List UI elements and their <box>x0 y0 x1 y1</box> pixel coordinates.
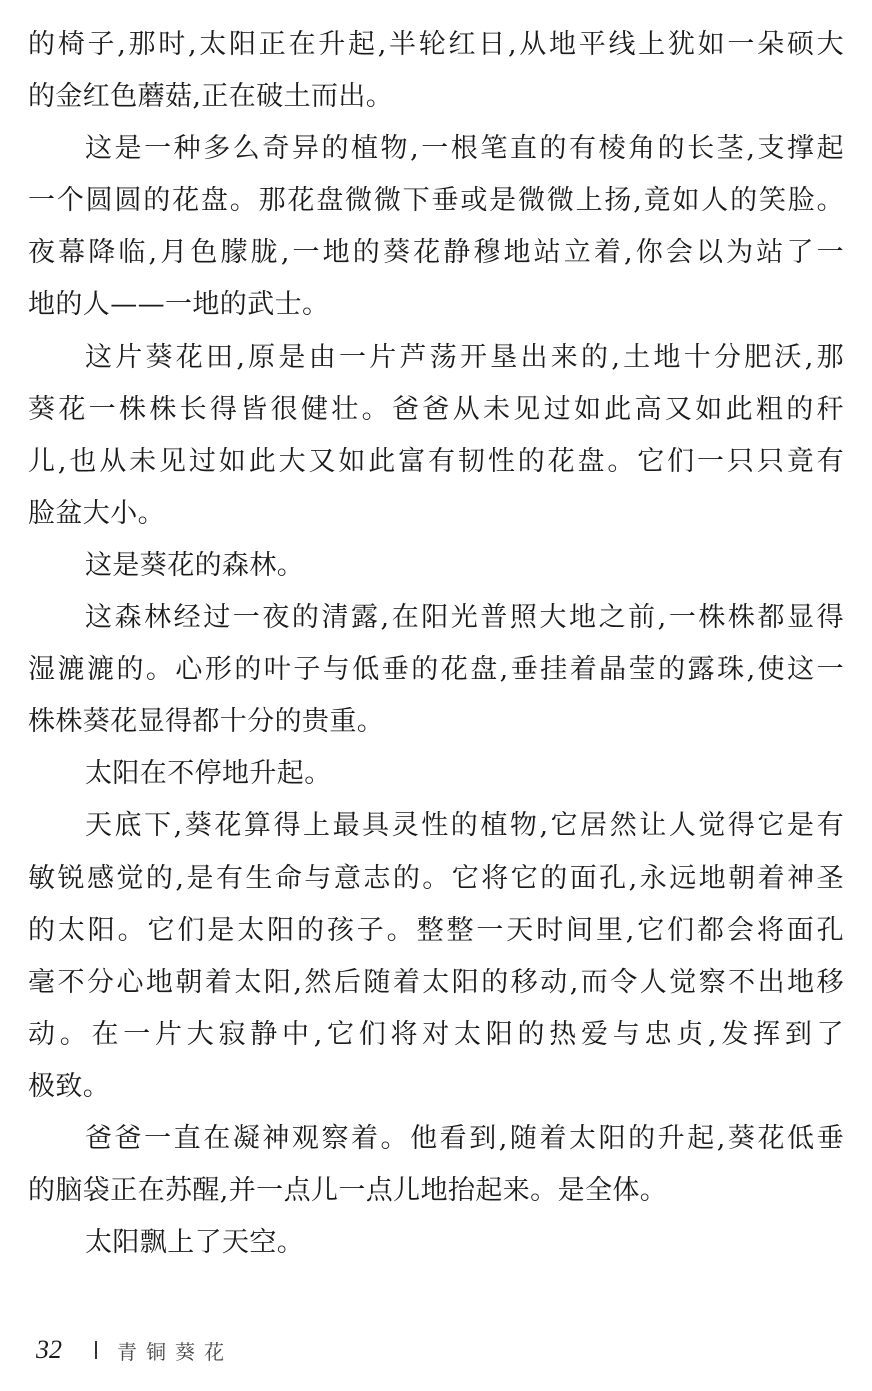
text-line: 极致。 <box>28 1070 111 1102</box>
text-line: 这片葵花田,原是由一片芦荡开垦出来的,土地十分肥沃,那 <box>85 341 844 373</box>
text-line: 的脑袋正在苏醒,并一点儿一点儿地抬起来。是全体。 <box>28 1175 668 1207</box>
text-line: 敏锐感觉的,是有生命与意志的。它将它的面孔,永远地朝着神圣 <box>28 862 844 894</box>
running-title: 青铜葵花 <box>117 1339 233 1364</box>
text-line: 太阳在不停地升起。 <box>85 758 332 790</box>
page-footer <box>36 1330 233 1370</box>
text-line: 毫不分心地朝着太阳,然后随着太阳的移动,而令人觉察不出地移 <box>28 966 844 998</box>
text-line: 湿漉漉的。心形的叶子与低垂的花盘,垂挂着晶莹的露珠,使这一 <box>28 654 844 686</box>
text-line: 一个圆圆的花盘。那花盘微微下垂或是微微上扬,竟如人的笑脸。 <box>28 185 844 217</box>
text-line: 脸盆大小。 <box>28 497 165 529</box>
footer-divider <box>95 1341 97 1359</box>
page-number: 32 <box>36 1335 62 1364</box>
text-line: 地的人——一地的武士。 <box>28 289 330 321</box>
text-line: 这森林经过一夜的清露,在阳光普照大地之前,一株株都显得 <box>85 602 844 634</box>
text-line: 动。在一片大寂静中,它们将对太阳的热爱与忠贞,发挥到了 <box>28 1018 844 1050</box>
text-line: 株株葵花显得都十分的贵重。 <box>28 706 385 738</box>
body-text <box>28 19 844 1269</box>
text-line: 爸爸一直在凝神观察着。他看到,随着太阳的升起,葵花低垂 <box>85 1122 844 1154</box>
text-line: 的太阳。它们是太阳的孩子。整整一天时间里,它们都会将面孔 <box>28 914 844 946</box>
text-line: 的椅子,那时,太阳正在升起,半轮红日,从地平线上犹如一朵硕大 <box>28 29 844 60</box>
text-line: 儿,也从未见过如此大又如此富有韧性的花盘。它们一只只竟有 <box>28 445 844 477</box>
text-line: 这是葵花的森林。 <box>85 549 305 581</box>
text-line: 这是一种多么奇异的植物,一根笔直的有棱角的长茎,支撑起 <box>85 133 844 165</box>
text-line: 葵花一株株长得皆很健壮。爸爸从未见过如此高又如此粗的秆 <box>28 393 844 425</box>
text-line: 太阳飘上了天空。 <box>85 1227 305 1259</box>
text-line: 天底下,葵花算得上最具灵性的植物,它居然让人觉得它是有 <box>85 810 844 842</box>
text-line: 夜幕降临,月色朦胧,一地的葵花静穆地站立着,你会以为站了一 <box>28 237 844 269</box>
text-line: 的金红色蘑菇,正在破土而出。 <box>28 81 394 113</box>
